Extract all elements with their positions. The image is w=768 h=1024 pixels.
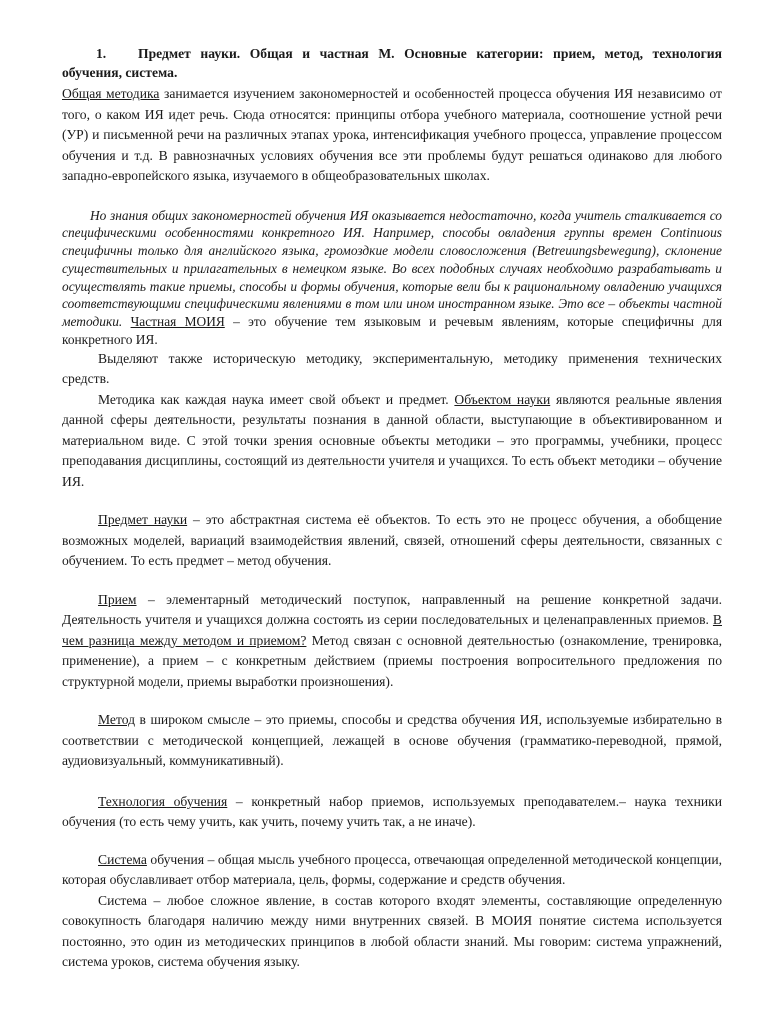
term-general-methodology: Общая методика [62,86,160,101]
paragraph-system-definition [62,891,722,973]
term-technique: Прием [98,591,137,607]
section-heading [62,44,722,82]
spacer [62,692,722,710]
spacer [62,833,722,850]
paragraph-subject-of-science [62,510,722,572]
term-subject-of-science: Предмет науки [98,512,188,528]
document-page [62,44,722,973]
heading-text: Предмет науки. Общая и частная М. Основные категории: прием, метод, технология обучения, система. [62,46,722,80]
spacer [62,492,722,510]
paragraph-other-methodologies [62,349,722,390]
italic-text: Но знания общих закономерностей обучения ИЯ оказывается недостаточно, когда учитель сталкивается со специфическими особенностями конкретного ИЯ. Например, способы овладения группы времен Continuous специфичны только для английского языка, громоздкие модели словосложения (Betreuungsbewegung), склонение существительных и прилагательных в немецком языке. Во всех подобных случаях необходимо разрабатывать и осуществлять такие приемы, способы и формы обучения, которые вели бы к рациональному овладению учащихся соответствующими специфическими явлениями в том или ином иностранном языке. Это все – объекты частной методики. [62,207,722,330]
paragraph-text: – конкретный набор приемов, используемых преподавателем.– наука техники обучения (то есть чему учить, как учить, почему учить так, а не иначе). [62,793,722,830]
spacer [62,772,722,792]
term-technology: Технология обучения [98,793,228,809]
paragraph-specific-methodology [62,207,722,349]
paragraph-text: в широком смысле – это приемы, способы и средства обучения ИЯ, используемые избирательно в соответствии с методической концепцией, лежащей в основе обучения (грамматико-переводной, прямой, аудиовизуальный, коммуникативный). [62,712,722,769]
term-specific-methodology: Частная МОИЯ [130,314,225,330]
paragraph-text: занимается изучением закономерностей и особенностей процесса обучения ИЯ независимо от того, о каком ИЯ идет речь. Сюда относятся: принципы отбора учебного материала, соотношение устной речи (УР) и письменной речи на различных этапах урока, интенсификация учебного процесса, управление процессом обучения и т.д. В равнозначных условиях обучения все эти проблемы будут решаться одинаково для любого западно-европейского языка, изучаемого в общеобразовательных школах. [62,86,722,183]
paragraph-technique [62,590,722,693]
spacer [62,187,722,207]
paragraph-text: – элементарный методический поступок, направленный на решение конкретной задачи. Деятельность учителя и учащихся должна состоять из серии последовательных и целенаправленных приемов. [62,591,722,628]
paragraph-text: обучения – общая мысль учебного процесса, отвечающая определенной методической концепции, которая обуславливает отбор материала, цель, формы, содержание и средств обучения. [62,851,722,888]
paragraph-object-of-science [62,390,722,493]
paragraph-text: Метод связан с основной деятельностью (ознакомление, тренировка, применение), а прием – с конкретным действием (приемы построения вопросительного предложения по структурной модели, приемы выработки произношения). [62,632,722,689]
paragraph-technology [62,792,722,833]
paragraph-text: – это абстрактная система её объектов. То есть это не процесс обучения, а обобщение возможных моделей, вариаций взаимодействия явлений, связей, отношений сферы деятельности, связанных с обучением. То есть предмет – метод обучения. [62,512,722,569]
paragraph-system [62,850,722,891]
paragraph-text: Система – любое сложное явление, в состав которого входят элементы, составляющие определенную совокупность благодаря наличию между ними внутренних связей. В МОИЯ понятие система используется постоянно, это один из методических принципов в любой области знаний. Мы говорим: система упражнений, система уроков, система обучения языку. [62,892,722,970]
term-object-of-science: Объектом науки [454,391,551,407]
paragraph-method [62,710,722,772]
spacer [62,572,722,590]
question-method-vs-technique: В чем разница между методом и приемом? [62,612,722,648]
heading-number: 1. [96,46,107,61]
paragraph-text: Выделяют также историческую методику, экспериментальную, методику применения технических средств. [62,350,722,387]
paragraph-text: – это обучение тем языковым и речевым явлениям, которые специфичны для конкретного ИЯ. [62,314,722,348]
paragraph-text: являются реальные явления данной сферы деятельности, результаты познания в данной области, выступающие в объективированном и материальном виде. С этой точки зрения основные объекты методики – это программы, учебники, процесс преподавания дисциплины, состоящий из деятельности учителя и учащихся. То есть объект методики – обучение ИЯ. [62,391,722,489]
term-system: Система [98,851,147,867]
term-method: Метод [98,712,136,728]
paragraph-lead: Методика как каждая наука имеет свой объект и предмет. [98,391,455,407]
paragraph-general-methodology [62,84,722,187]
